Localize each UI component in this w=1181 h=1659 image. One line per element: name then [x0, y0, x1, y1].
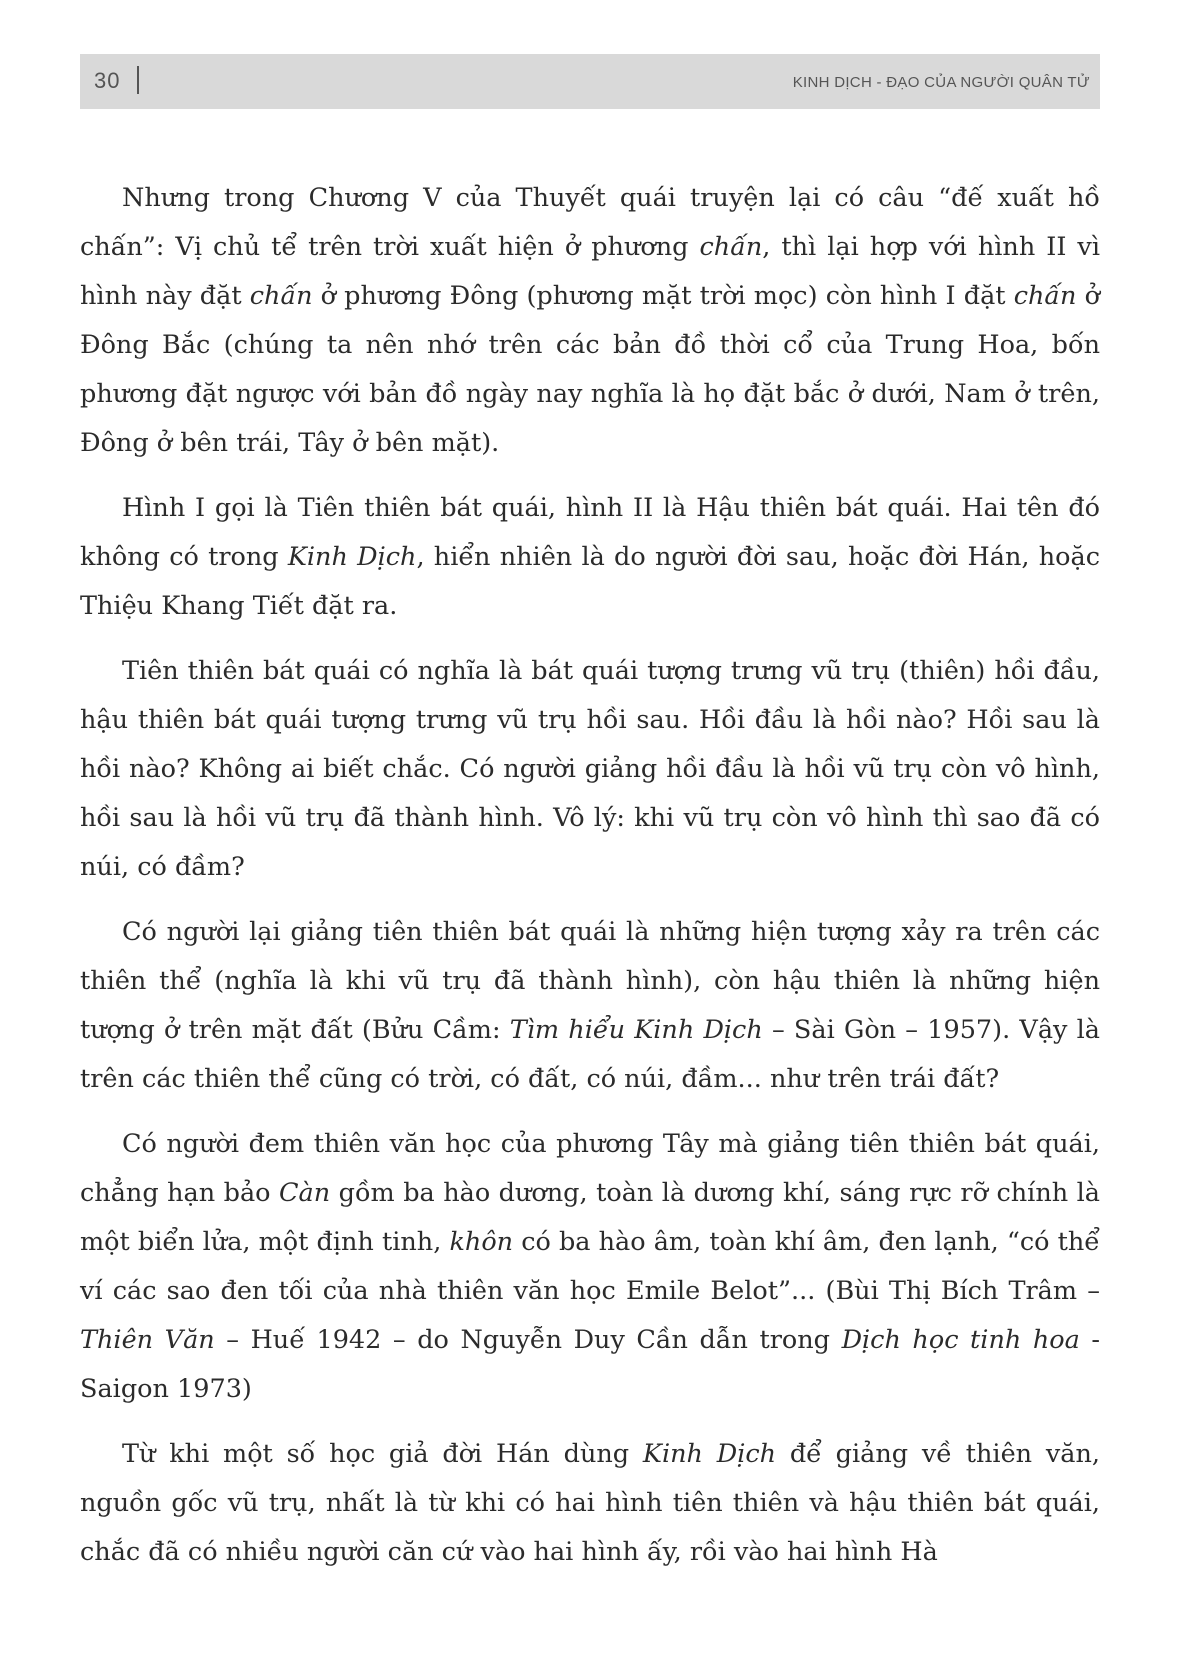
text-segment-italic: chấn — [249, 281, 313, 311]
text-segment: Tiên thiên bát quái có nghĩa là bát quái tượng trưng vũ trụ (thiên) hồi đầu, hậu thiên bát quái tượng trưng vũ trụ hồi sau. Hồi đầu là hồi nào? Hồi sau là hồi nào? Không ai biết chắc. Có người giảng hồi đầu là hồi vũ trụ còn vô hình, hồi sau là hồi vũ trụ đã thành hình. Vô lý: khi vũ trụ còn vô hình thì sao đã có núi, có đầm? — [80, 656, 1100, 882]
text-segment: gồm ba hào dương, toàn là dương khí, sáng rực rỡ chính là một biển lửa, một định tinh, — [80, 1178, 1100, 1257]
text-segment-italic: Càn — [279, 1178, 331, 1208]
text-segment: Nhưng trong Chương V của Thuyết quái truyện lại có câu “đế xuất hồ chấn”: Vị chủ tể trên trời xuất hiện ở phương — [80, 183, 1100, 262]
page-number: 30 — [94, 68, 121, 93]
text-segment: , hiển nhiên là do người đời sau, hoặc đời Hán, hoặc Thiệu Khang Tiết đặt ra. — [80, 542, 1100, 621]
text-segment: - Saigon 1973) — [80, 1325, 1101, 1404]
paragraph-4 — [80, 908, 1100, 1104]
text-segment: Có người đem thiên văn học của phương Tây mà giảng tiên thiên bát quái, chẳng hạn bảo — [80, 1129, 1100, 1208]
text-segment: , thì lại hợp với hình II vì hình này đặt — [80, 232, 1100, 311]
text-segment-italic: Dịch học tinh hoa — [841, 1325, 1080, 1355]
text-segment: Hình I gọi là Tiên thiên bát quái, hình II là Hậu thiên bát quái. Hai tên đó không có trong — [80, 493, 1100, 572]
text-segment: – Huế 1942 – do Nguyễn Duy Cần dẫn trong — [214, 1325, 842, 1355]
paragraph-1 — [80, 174, 1100, 468]
text-segment: ở phương Đông (phương mặt trời mọc) còn hình I đặt — [312, 281, 1014, 311]
text-segment-italic: Kinh Dịch — [287, 542, 417, 572]
paragraph-6 — [80, 1430, 1100, 1577]
text-segment-italic: chấn — [699, 232, 763, 262]
text-segment: có ba hào âm, toàn khí âm, đen lạnh, “có thể ví các sao đen tối của nhà thiên văn học Emile Belot”... (Bùi Thị Bích Trâm – — [80, 1227, 1100, 1306]
text-segment-italic: chấn — [1013, 281, 1077, 311]
text-segment-italic: Tìm hiểu Kinh Dịch — [509, 1015, 763, 1045]
paragraph-3 — [80, 647, 1100, 892]
text-segment: Từ khi một số học giả đời Hán dùng — [122, 1439, 643, 1469]
text-segment: – Sài Gòn – 1957). Vậy là trên các thiên thể cũng có trời, có đất, có núi, đầm... như trên trái đất? — [80, 1015, 1100, 1094]
text-segment: ở Đông Bắc (chúng ta nên nhớ trên các bản đồ thời cổ của Trung Hoa, bốn phương đặt ngược với bản đồ ngày nay nghĩa là họ đặt bắc ở dưới, Nam ở trên, Đông ở bên trái, Tây ở bên mặt). — [80, 281, 1100, 458]
paragraph-2 — [80, 484, 1100, 631]
text-segment-italic: Thiên Văn — [80, 1325, 215, 1355]
header-divider — [137, 66, 139, 94]
paragraph-5 — [80, 1120, 1100, 1414]
body-text — [80, 174, 1100, 1593]
text-segment-italic: Kinh Dịch — [642, 1439, 777, 1469]
text-segment: Có người lại giảng tiên thiên bát quái là những hiện tượng xảy ra trên các thiên thể (nghĩa là khi vũ trụ đã thành hình), còn hậu thiên là những hiện tượng ở trên mặt đất (Bửu Cầm: — [80, 917, 1100, 1045]
text-segment: để giảng về thiên văn, nguồn gốc vũ trụ, nhất là từ khi có hai hình tiên thiên và hậu thiên bát quái, chắc đã có nhiều người căn cứ vào hai hình ấy, rồi vào hai hình Hà — [80, 1439, 1101, 1567]
running-title: KINH DỊCH - ĐẠO CỦA NGƯỜI QUÂN TỬ — [792, 74, 1090, 91]
text-segment-italic: khôn — [449, 1227, 514, 1257]
page-header — [80, 54, 1100, 109]
